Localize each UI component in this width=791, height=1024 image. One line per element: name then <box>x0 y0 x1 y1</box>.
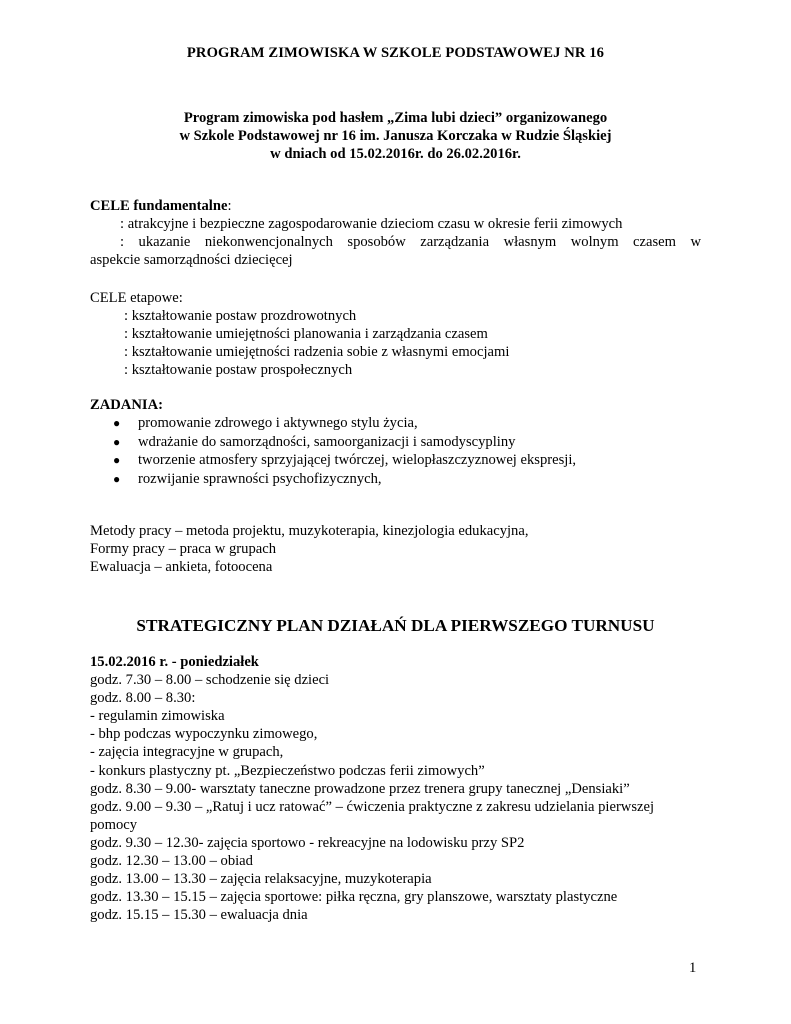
list-item <box>90 414 701 433</box>
schedule-line: godz. 9.00 – 9.30 – „Ratuj i ucz ratować” – ćwiczenia praktyczne z zakresu udzielania pierwszej <box>90 798 655 815</box>
schedule-line: - zajęcia integracyjne w grupach, <box>90 744 284 761</box>
schedule-line: godz. 8.00 – 8.30: <box>90 690 196 707</box>
schedule-line: godz. 13.00 – 13.30 – zajęcia relaksacyjne, muzykoterapia <box>90 871 432 888</box>
cele-fundamentalne-item-continuation: aspekcie samorządności dziecięcej <box>90 252 293 268</box>
bullet-icon: ● <box>113 416 121 430</box>
zadania-heading: ZADANIA: <box>90 397 163 413</box>
intro-line: w dniach od 15.02.2016r. do 26.02.2016r. <box>270 146 521 162</box>
schedule-line: godz. 13.30 – 15.15 – zajęcia sportowe: piłka ręczna, gry planszowe, warsztaty plastyczne <box>90 889 618 906</box>
list-item <box>90 433 701 452</box>
cele-etapowe-heading: CELE etapowe: <box>90 290 183 306</box>
schedule-line: godz. 7.30 – 8.00 – schodzenie się dzieci <box>90 672 330 689</box>
list-item-text: tworzenie atmosfery sprzyjającej twórczej, wielopłaszczyznowej ekspresji, <box>138 452 577 468</box>
page-number: 1 <box>689 960 697 976</box>
list-item-text: promowanie zdrowego i aktywnego stylu życia, <box>138 415 418 431</box>
cele-etapowe-item: : kształtowanie umiejętności planowania i zarządzania czasem <box>124 326 488 342</box>
cele-fundamentalne-section <box>90 197 701 269</box>
program-intro <box>0 109 791 163</box>
list-item-text: wdrażanie do samorządności, samoorganizacji i samodyscypliny <box>138 433 516 450</box>
section-title: STRATEGICZNY PLAN DZIAŁAŃ DLA PIERWSZEGO TURNUSU <box>136 616 655 635</box>
evaluation-line: Ewaluacja – ankieta, fotoocena <box>90 559 273 575</box>
cele-fundamentalne-heading: CELE fundamentalne <box>90 198 228 214</box>
schedule-line: - konkurs plastyczny pt. „Bezpieczeństwo podczas ferii zimowych” <box>90 762 485 779</box>
schedule-line: pomocy <box>90 816 138 833</box>
heading-colon: : <box>227 198 232 214</box>
intro-line: Program zimowiska pod hasłem „Zima lubi dzieci” organizowanego <box>183 110 608 126</box>
cele-fundamentalne-heading-line <box>90 197 701 215</box>
cele-etapowe-item: : kształtowanie umiejętności radzenia sobie z własnymi emocjami <box>124 344 510 360</box>
bullet-icon: ● <box>113 434 121 449</box>
bullet-icon: ● <box>113 453 121 467</box>
list-item <box>90 451 701 470</box>
schedule-line: - regulamin zimowiska <box>90 708 225 725</box>
cele-etapowe-section <box>90 289 701 379</box>
schedule-date-heading: 15.02.2016 r. - poniedziałek <box>90 654 259 670</box>
bullet-icon: ● <box>113 471 121 486</box>
schedule-line: godz. 15.15 – 15.30 – ewaluacja dnia <box>90 907 308 924</box>
cele-etapowe-item: : kształtowanie postaw prospołecznych <box>124 362 353 378</box>
zadania-heading-block <box>90 396 701 414</box>
cele-fundamentalne-item: : atrakcyjne i bezpieczne zagospodarowanie dzieciom czasu w okresie ferii zimowych <box>120 216 623 232</box>
forms-line: Formy pracy – praca w grupach <box>90 541 276 557</box>
cele-fundamentalne-item: : ukazanie niekonwencjonalnych sposobów zarządzania własnym wolnym czasem w <box>120 234 701 250</box>
methods-line: Metody pracy – metoda projektu, muzykoterapia, kinezjologia edukacyjna, <box>90 523 529 539</box>
schedule-line: - bhp podczas wypoczynku zimowego, <box>90 726 318 743</box>
schedule-line: godz. 8.30 – 9.00- warsztaty taneczne prowadzone przez trenera grupy tanecznej „Densiaki” <box>90 780 630 797</box>
intro-line: w Szkole Podstawowej nr 16 im. Janusza Korczaka w Rudzie Śląskiej <box>179 128 612 144</box>
schedule <box>90 653 711 924</box>
document-title: PROGRAM ZIMOWISKA W SZKOLE PODSTAWOWEJ NR 16 <box>186 45 605 61</box>
zadania-list <box>90 414 701 488</box>
schedule-line: godz. 12.30 – 13.00 – obiad <box>90 853 253 870</box>
schedule-line: godz. 9.30 – 12.30- zajęcia sportowo - rekreacyjne na lodowisku przy SP2 <box>90 834 525 851</box>
methods-section <box>90 522 701 576</box>
list-item <box>90 470 701 489</box>
cele-etapowe-item: : kształtowanie postaw prozdrowotnych <box>124 308 357 324</box>
list-item-text: rozwijanie sprawności psychofizycznych, <box>138 470 382 487</box>
